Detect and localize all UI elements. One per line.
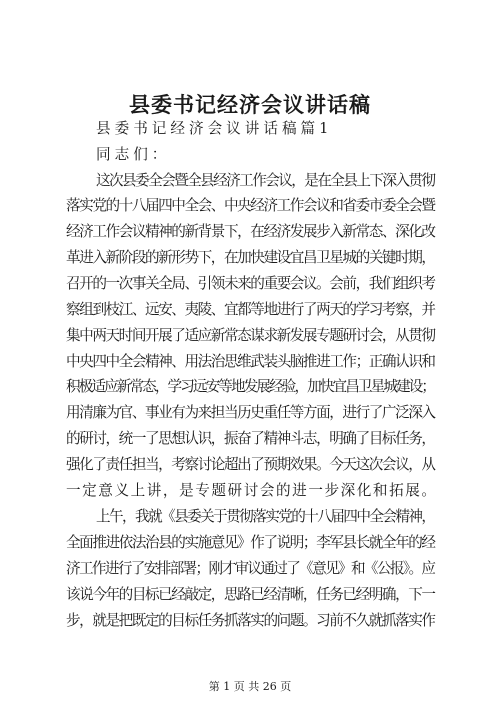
page-footer: 第 1 页 共 26 页 (208, 680, 292, 693)
body-line: 集中两天时间开展了适应新常态谋求新发展专题研讨会，从贯彻 (66, 327, 435, 344)
body-line: 召开的一次事关全局、引领未来的重要会议。会前，我们组织考 (66, 275, 435, 292)
body-line: 济工作进行了安排部署；刚才审议通过了《意见》和《公报》。应 (66, 560, 435, 577)
body-line: 该说今年的目标已经敲定，思路已经清晰，任务已经明确，下一 (66, 586, 435, 603)
document-subtitle: 县委书记经济会议讲话稿篇1 (96, 120, 333, 137)
body-line: 积极适应新常态，学习远安等地发展经验，加快宜昌卫星城建设； (66, 378, 435, 395)
body-line: 察组到枝江、远安、夷陵、宜都等地进行了两天的学习考察，并 (66, 301, 435, 318)
body-line: 这次县委全会暨全县经济工作会议，是在全县上下深入贯彻 (96, 172, 435, 189)
body-line: 落实党的十八届四中全会、中央经济工作会议和省委市委全会暨 (66, 197, 435, 214)
body-line: 全面推进依法治县的实施意见》作了说明；李军县长就全年的经 (66, 534, 435, 551)
body-line: 的研讨，统一了思想认识，振奋了精神斗志，明确了目标任务， (66, 430, 435, 447)
body-line: 一定意义上讲，是专题研讨会的进一步深化和拓展。 (66, 482, 438, 499)
body-line: 上午，我就《县委关于贯彻落实党的十八届四中全会精神， (96, 508, 435, 525)
body-line: 革进入新阶段的新形势下，在加快建设宜昌卫星城的关键时期， (66, 249, 435, 266)
body-line: 中央四中全会精神、用法治思维武装头脑推进工作；正确认识和 (66, 353, 435, 370)
body-line: 强化了责任担当，考察讨论超出了预期效果。今天这次会议，从 (66, 456, 435, 473)
document-title: 县委书记经济会议讲话稿 (129, 92, 371, 117)
body-line: 经济工作会议精神的新背景下，在经济发展步入新常态、深化改 (66, 223, 435, 240)
greeting: 同志们： (96, 146, 171, 163)
body-line: 步，就是把既定的目标任务抓落实的问题。习前不久就抓落实作 (66, 612, 435, 629)
body-line: 用清廉为官、事业有为来担当历史重任等方面，进行了广泛深入 (66, 404, 435, 421)
